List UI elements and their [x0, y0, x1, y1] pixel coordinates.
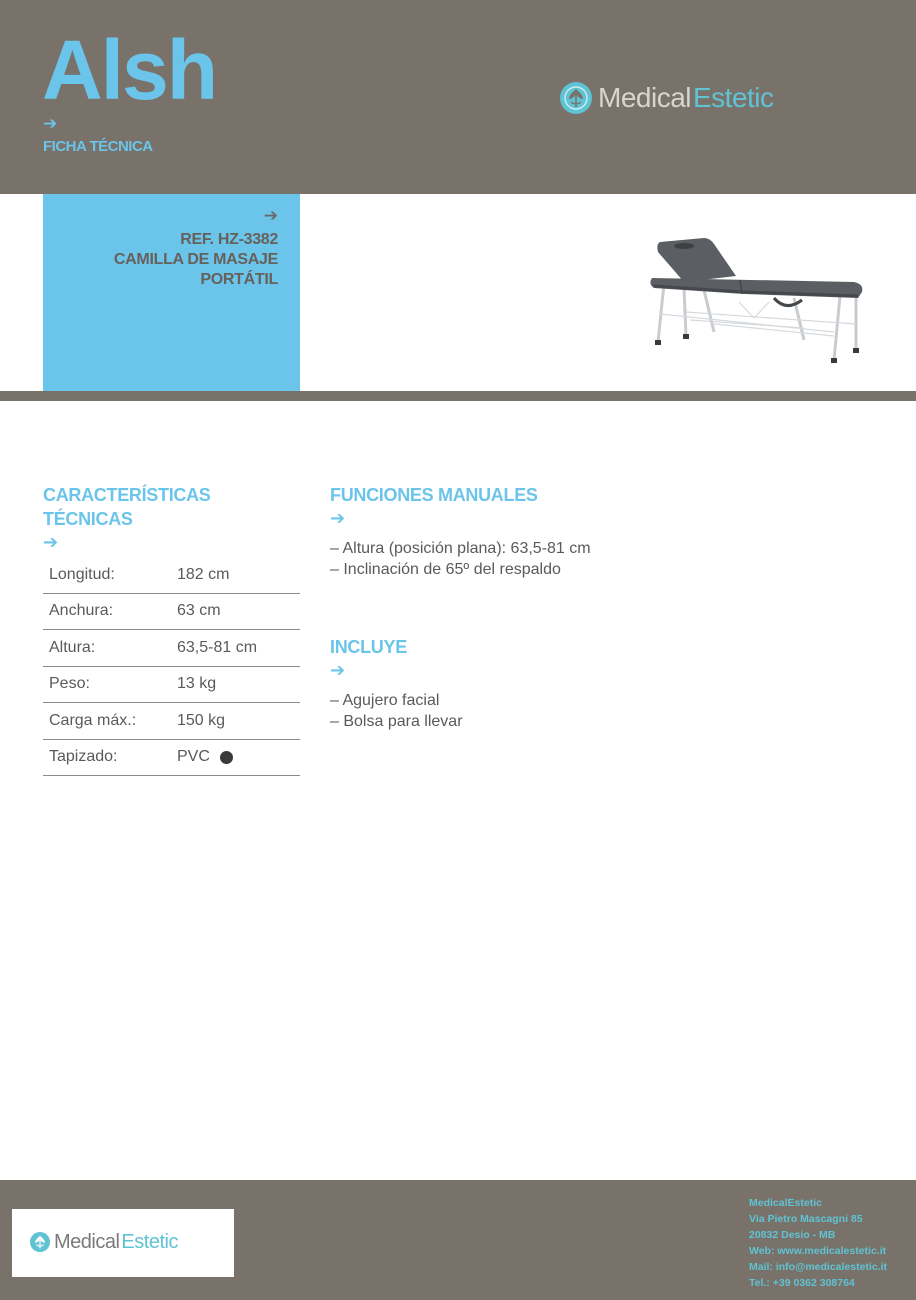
spec-label: Carga máx.: [49, 711, 137, 729]
functions-list [330, 539, 591, 580]
spec-label: Altura: [49, 638, 96, 656]
brand-word-estetic: Estetic [692, 82, 774, 113]
arrow-icon: ➔ [263, 206, 278, 226]
brand-word-medical: Medical [598, 82, 691, 113]
footer-logo [12, 1209, 234, 1277]
color-swatch-icon [220, 751, 233, 764]
list-item: – Agujero facial [330, 692, 440, 709]
spec-label: Longitud: [49, 565, 115, 583]
contact-phone: Tel.: +39 0362 308764 [749, 1277, 855, 1289]
contact-info [749, 1195, 887, 1291]
spec-value [177, 748, 233, 766]
list-item: – Inclinación de 65º del respaldo [330, 560, 561, 578]
contact-mail[interactable]: Mail: info@medicalestetic.it [749, 1261, 888, 1273]
brand-logo [30, 1232, 178, 1252]
arrow-icon: ➔ [330, 508, 346, 529]
functions-title: FUNCIONES MANUALES [330, 485, 538, 505]
spec-value: 182 cm [177, 565, 230, 583]
brand-emblem-icon [560, 82, 592, 114]
reference-code: REF. HZ-3382 [180, 231, 278, 248]
brand-emblem-icon [30, 1232, 50, 1252]
specs-title-line2: TÉCNICAS [43, 509, 133, 529]
contact-city: 20832 Desio - MB [749, 1229, 836, 1241]
table-row [43, 630, 300, 667]
product-name: Alsh [42, 23, 217, 117]
specs-title-line1: CARACTERÍSTICAS [43, 485, 211, 505]
table-row [43, 557, 300, 594]
spec-value: 63,5-81 cm [177, 638, 258, 656]
brand-wordmark [54, 1232, 178, 1252]
product-type-line1: CAMILLA DE MASAJE [113, 251, 278, 268]
product-reference [114, 230, 278, 290]
spec-label: Tapizado: [49, 748, 118, 766]
list-item: – Bolsa para llevar [330, 712, 463, 730]
massage-table-image [644, 232, 870, 372]
document-type: FICHA TÉCNICA [43, 138, 153, 155]
table-row [43, 667, 300, 704]
includes-title: INCLUYE [330, 637, 407, 657]
spec-value: 13 kg [177, 675, 217, 693]
spec-value: 150 kg [177, 711, 226, 729]
divider-band [0, 391, 916, 401]
brand-word-estetic: Estetic [121, 1231, 178, 1253]
upholstery-value: PVC [177, 748, 210, 766]
specs-table [43, 557, 300, 776]
arrow-icon: ➔ [43, 114, 58, 134]
list-item: – Altura (posición plana): 63,5-81 cm [330, 540, 591, 557]
brand-logo [560, 82, 774, 114]
reference-panel [43, 194, 300, 392]
spec-label: Anchura: [49, 602, 114, 620]
brand-word-medical: Medical [54, 1231, 120, 1253]
specs-title [43, 483, 211, 531]
includes-list [330, 691, 463, 732]
spec-label: Peso: [49, 675, 90, 693]
contact-company: MedicalEstetic [749, 1197, 822, 1209]
table-row [43, 740, 300, 777]
spec-value: 63 cm [177, 602, 221, 620]
arrow-icon: ➔ [330, 660, 346, 681]
table-row [43, 703, 300, 740]
product-type-line2: PORTÁTIL [200, 271, 278, 288]
contact-web[interactable]: Web: www.medicalestetic.it [749, 1245, 887, 1257]
arrow-icon: ➔ [43, 532, 59, 553]
contact-street: Via Pietro Mascagni 85 [749, 1213, 863, 1225]
table-row [43, 594, 300, 631]
brand-wordmark [598, 84, 774, 112]
